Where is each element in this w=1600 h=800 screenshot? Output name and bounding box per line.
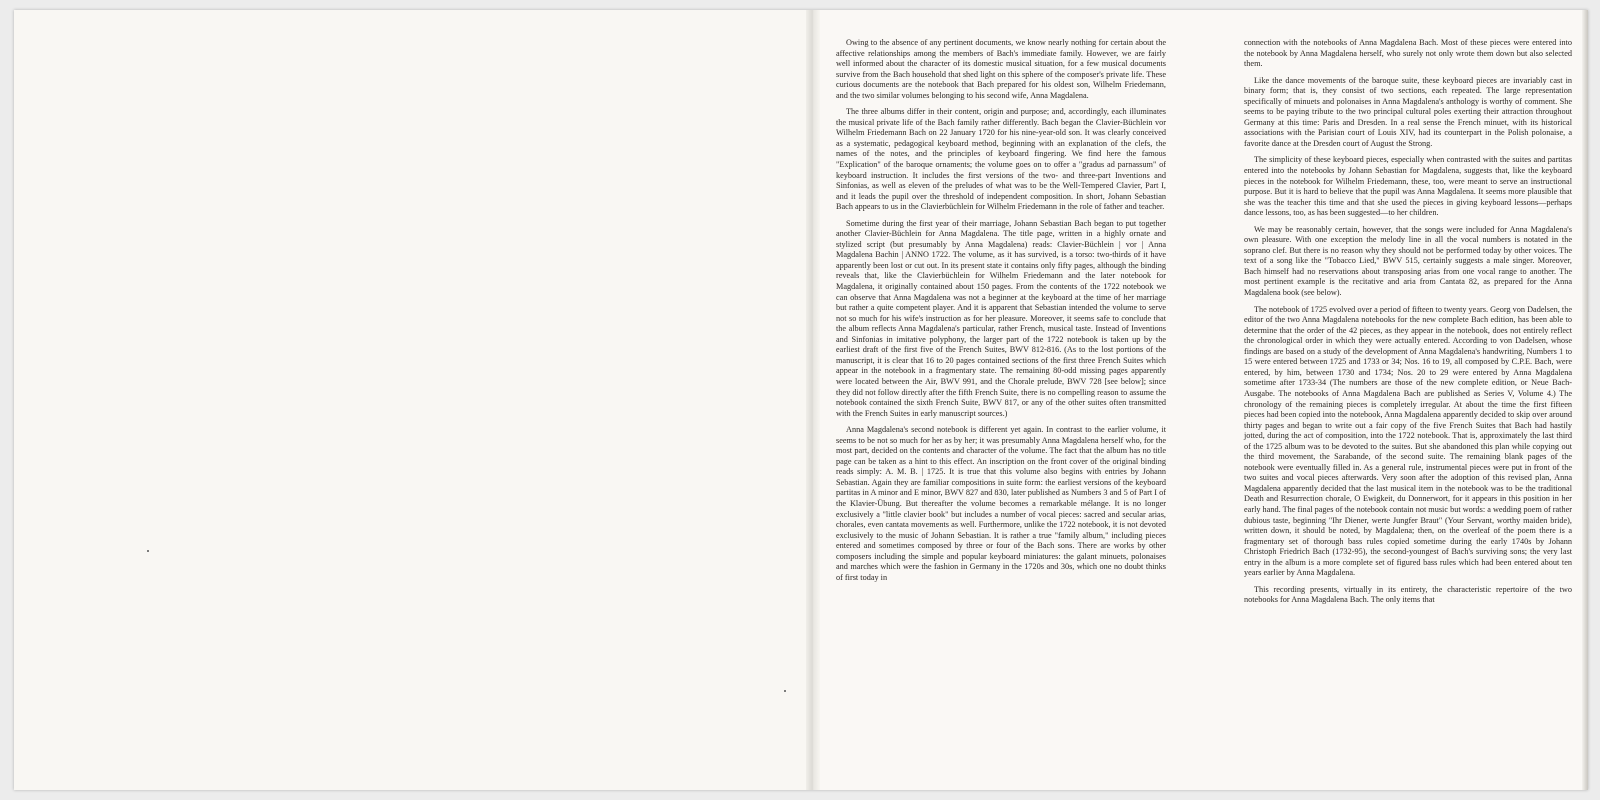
text-column-2 bbox=[1244, 38, 1572, 612]
booklet-spread bbox=[14, 10, 1588, 790]
text-right-page bbox=[820, 10, 1588, 790]
page-edge bbox=[1582, 10, 1588, 790]
paragraph: This recording presents, virtually in its entirety, the characteristic repertoire of the two notebooks for Anna Magdalena Bach. The only items that bbox=[1244, 584, 1572, 605]
paragraph: We may be reasonably certain, however, that the songs were included for Anna Magdalena's own pleasure. With one exception the melody line in all the vocal numbers is notated in the soprano clef. But there is no reason why they should not be performed today by other voices. The text of a song like the "Tobacco Lied," BWV 515, certainly suggests a male singer. Moreover, Bach himself had no reservations about transposing arias from one vocal range to another. The most pertinent example is the recitative and aria from Cantata 82, as prepared for the Anna Magdalena book (see below). bbox=[1244, 224, 1572, 298]
paper-speck bbox=[784, 690, 786, 692]
paper-speck bbox=[147, 550, 149, 552]
paragraph: connection with the notebooks of Anna Magdalena Bach. Most of these pieces were entered into the notebook by Anna Magdalena herself, who surely not only wrote them down but also selected them. bbox=[1244, 38, 1572, 69]
paragraph: Anna Magdalena's second notebook is different yet again. In contrast to the earlier volume, it seems to be not so much for her as by her; it was presumably Anna Magdalena herself who, for the most part, decided on the contents and character of the volume. The fact that the album has no title page can be taken as a hint to this effect. An inscription on the front cover of the original binding reads simply: A. M. B. | 1725. It is true that this volume also begins with entries by Johann Sebastian. Again they are familiar compositions in suite form: the earliest versions of the keyboard partitas in A minor and E minor, BWV 827 and 830, later published as Numbers 3 and 5 of Part I of the Klavier-Übung. But thereafter the volume becomes a remarkable mélange. It is no longer exclusively a "little clavier book" but includes a number of vocal pieces: sacred and secular arias, chorales, even cantata movements as well. Furthermore, unlike the 1722 notebook, it is not devoted exclusively to the music of Johann Sebastian. It is rather a true "family album," including pieces entered and sometimes composed by three or four of the Bach sons. There are works by other composers including the simple and popular keyboard miniatures: the galant minuets, polonaises and marches which were the fashion in Germany in the 1720s and 30s, which one no doubt thinks of first today in bbox=[836, 425, 1166, 582]
paragraph: Sometime during the first year of their marriage, Johann Sebastian Bach began to put together another Clavier-Büchlein for Anna Magdalena. The title page, written in a highly ornate and stylized script (but presumably by Anna Magdalena) reads: Clavier-Büchlein | vor | Anna Magdalena Bachin | ANNO 1722. The volume, as it has survived, is a torso: two-thirds of it have apparently been lost or cut out. In its present state it contains only fifty pages, although the binding reveals that, like the Clavierbüchlein for Wilhelm Friedemann and the later notebook for Magdalena, it originally contained about 150 pages. From the contents of the 1722 notebook we can observe that Anna Magdalena was not a beginner at the keyboard at the time of her marriage but rather a quite competent player. And it is apparent that Sebastian intended the volume to serve not so much for his wife's instruction as for her pleasure. Moreover, it seems safe to conclude that the album reflects Anna Magdalena's particular, rather French, musical taste. Instead of Inventions and Sinfonias in imitative polyphony, the larger part of the 1722 notebook is taken up by the earliest draft of the first five of the French Suites, BWV 812-816. (As to the lost portions of the manuscript, it is clear that 16 to 20 pages contained sections of the first three French Suites which appear in the notebook in a fragmentary state. The remaining 80-odd missing pages apparently were located between the Air, BWV 991, and the Chorale prelude, BWV 728 [see below]; since they did not follow directly after the fifth French Suite, there is no compelling reason to assume the notebook contained the sixth French Suite, BWV 817, or any of the other suites often transmitted with the French Suites in early manuscript sources.) bbox=[836, 218, 1166, 418]
paragraph: The notebook of 1725 evolved over a period of fifteen to twenty years. Georg von Dadelsen, the editor of the two Anna Magdalena notebooks for the new complete Bach edition, has been able to determine that the order of the 42 pieces, as they appear in the notebook, does not entirely reflect the chronological order in which they were actually entered. According to von Dadelsen, whose findings are based on a study of the development of Anna Magdalena's handwriting, Numbers 1 to 15 were entered between 1725 and 1733 or 34; Nos. 16 to 19, all composed by C.P.E. Bach, were entered, by him, between 1730 and 1734; Nos. 20 to 29 were entered by Anna Magdalena sometime after 1733-34 (The numbers are those of the new complete edition, or Neue Bach-Ausgabe. The notebooks of Anna Magdalena Bach are published as Series V, Volume 4.) The chronology of the remaining pieces is completely irregular. At about the time the first fifteen pieces had been copied into the notebook, Anna Magdalena apparently decided to skip over around thirty pages and began to write out a fair copy of the five French Suites that Bach had hastily jotted, during the act of composition, into the 1722 notebook. That is, approximately the last third of the 1725 album was to be devoted to the suites. But she abandoned this plan while copying out the third movement, the Sarabande, of the second suite. The remaining blank pages of the notebook were eventually filled in. As a general rule, instrumental pieces were put in front of the two suites and vocal pieces afterwards. Very soon after the adoption of this revised plan, Anna Magdalena apparently decided that the last musical item in the notebook was to be the traditional Death and Resurrection chorale, O Ewigkeit, du Donnerwort, for it appears in this position in her early hand. The final pages of the notebook contain not music but words: a wedding poem of rather dubious taste, beginning "Ihr Diener, werte Jungfer Braut" (Your Servant, worthy maiden bride), written down, it should be noted, by Magdalena; then, on the overleaf of the poem there is a fragmentary set of thorough bass rules copied sometime during the early 1740s by Johann Christoph Friedrich Bach (1732-95), the second-youngest of Bach's surviving sons; the very last entry in the album is a more complete set of figured bass rules which had been entered about ten years earlier by Anna Magdalena. bbox=[1244, 304, 1572, 578]
paragraph: The simplicity of these keyboard pieces, especially when contrasted with the suites and partitas entered into the notebooks by Johann Sebastian for Magdalena, suggests that, like the keyboard pieces in the notebook for Wilhelm Friedemann, these, too, were meant to serve an instructional purpose. But it is hard to believe that the pupil was Anna Magdalena. It seems more plausible that she was the teacher this time and that she used the pieces in giving keyboard lessons—perhaps dance lessons, too, as has been suggested—to her children. bbox=[1244, 155, 1572, 218]
blank-left-page bbox=[14, 10, 806, 790]
paragraph: Owing to the absence of any pertinent documents, we know nearly nothing for certain about the affective relationships among the members of Bach's immediate family. However, we are fairly well informed about the character of its domestic musical situation, for a few musical documents survive from the Bach household that shed light on this sphere of the composer's private life. These curious documents are the notebook that Bach prepared for his oldest son, Wilhelm Friedemann, and the two similar volumes belonging to his second wife, Anna Magdalena. bbox=[836, 38, 1166, 100]
paragraph: Like the dance movements of the baroque suite, these keyboard pieces are invariably cast in binary form; that is, they consist of two sections, each repeated. The large representation specifically of minuets and polonaises in Anna Magdalena's anthology is worthy of comment. She seems to be paying tribute to the two principal cultural poles exerting their attraction throughout Germany at this time: Paris and Dresden. In a real sense the French minuet, with its historical associations with the Parisian court of Louis XIV, had its counterpart in the Polish polonaise, a favorite dance at the Dresden court of August the Strong. bbox=[1244, 75, 1572, 148]
paragraph: The three albums differ in their content, origin and purpose; and, accordingly, each illuminates the musical private life of the Bach family rather differently. Bach began the Clavier-Büchlein vor Wilhelm Friedemann Bach on 22 January 1720 for his nine-year-old son. It was clearly conceived as a systematic, pedagogical keyboard method, beginning with an explanation of the clefs, the names of the notes, and the principles of keyboard fingering. We find here the famous "Explication" of the baroque ornaments; the volume goes on to offer a "gradus ad parnassum" of keyboard instruction. It includes the first versions of the two- and three-part Inventions and Sinfonias, as well as eleven of the preludes of what was to be the Well-Tempered Clavier, Part I, and it leads the pupil over the threshold of independent composition. In short, Johann Sebastian Bach appears to us in the Clavierbüchlein for Wilhelm Friedemann in the role of father and teacher. bbox=[836, 107, 1166, 212]
page-gutter bbox=[806, 10, 820, 790]
text-column-1 bbox=[836, 38, 1166, 589]
